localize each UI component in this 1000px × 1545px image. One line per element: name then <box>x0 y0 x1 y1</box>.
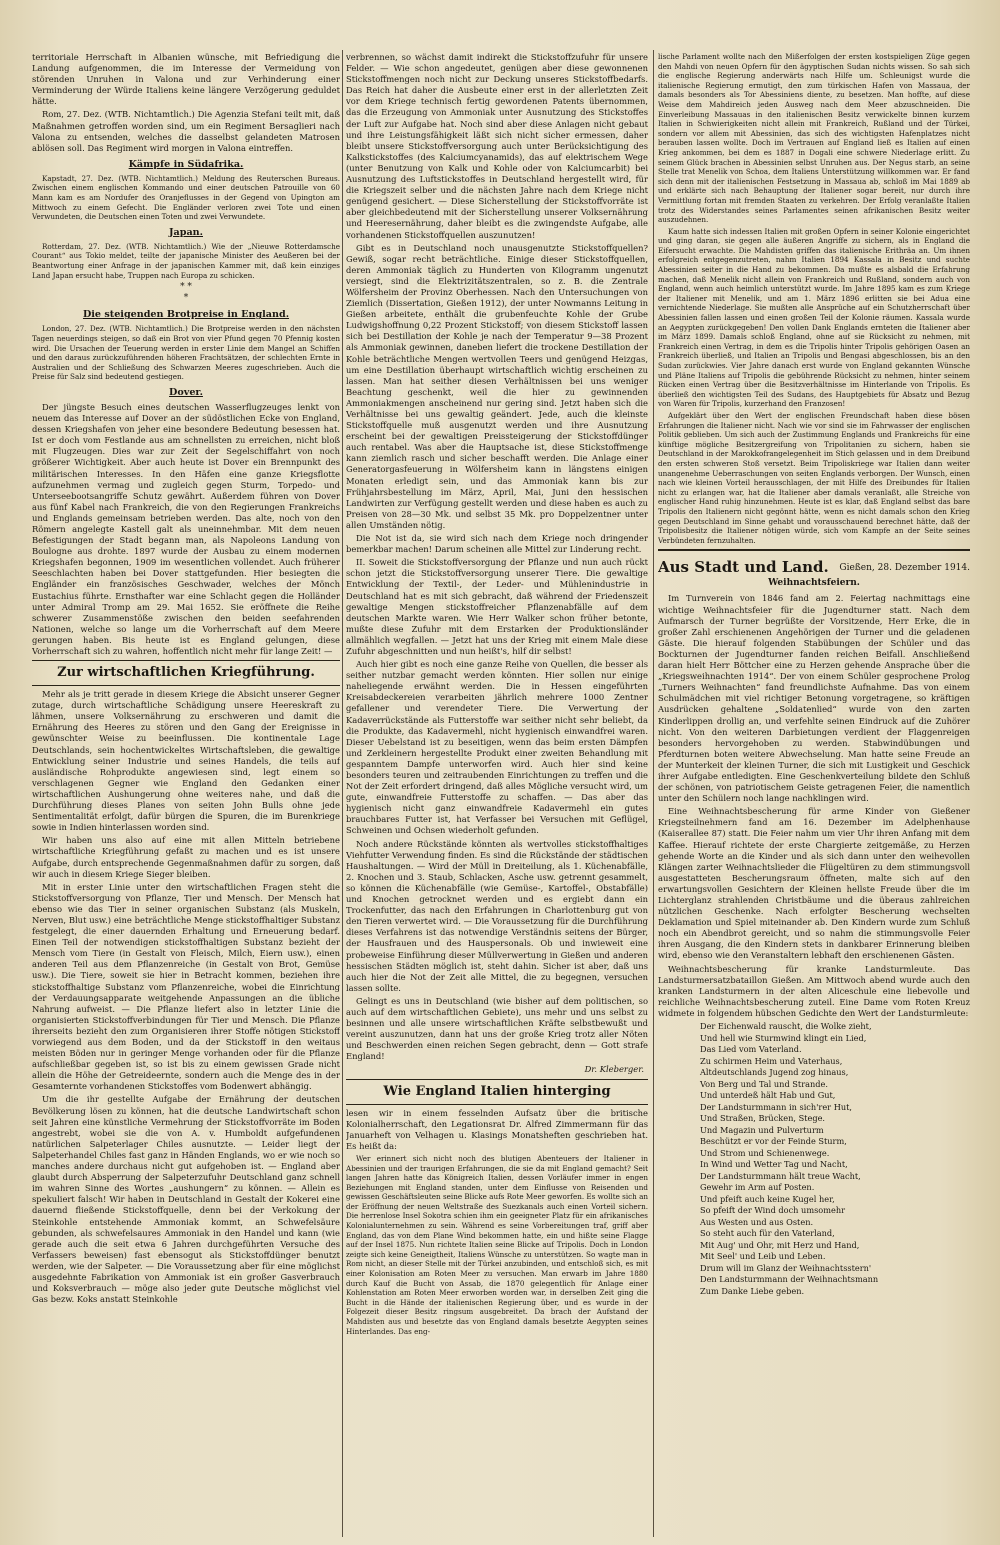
article-paragraph: Wir haben uns also auf eine mit allen Mitteln betriebene wirtschaftliche Kriegführung gefaßt zu machen und es ist unsere Aufgabe, durch entsprechende Gegenmaßnahmen dafür zu sorgen, daß wir auch in diesem Kriege Sieger bleiben. <box>32 835 340 879</box>
poem <box>700 1021 970 1297</box>
section-stars: * * * <box>180 282 192 304</box>
poem-line: Und unterdeß hält Hab und Gut, <box>700 1090 836 1101</box>
article-paragraph: London, 27. Dez. (WTB. Nichtamtlich.) Die Brotpreise werden in den nächsten Tagen neuerdings steigen, so daß ein Brot von vier Pfund gegen 70 Pfennig kosten wird. Die Ursachen der Teuerung werden in erster Linie dem Mangel an Schiffen und den daraus zurückzuführenden höheren Frachtsätzen, der schlechten Ernte in Australien und der Schließung des Schwarzen Meeres zugeschrieben. Auch die Preise für Salz sind bedeutend gestiegen. <box>32 324 340 382</box>
poem-line: Von Berg und Tal und Strande. <box>700 1078 828 1089</box>
poem-line: So steht auch für den Vaterland, <box>700 1228 835 1239</box>
article-paragraph: Gibt es in Deutschland noch unausgenutzte Stickstoffquellen? Gewiß, sogar recht beträchtliche. Einige dieser Stickstoffquellen, deren Ammoniak täglich zu Hunderten von Kilogramm ungenutzt versiegt, sind die Elektrizitätszentralen, so z. B. die Zentrale Wölfersheim der Provinz Oberhessen. Nach den Untersuchungen von Ziemlich (Dissertation, Gießen 1912), der unter Nowmanns Leitung in Gießen arbeitete, enthält die grubenfeuchte Kohle der Grube Ludwigshoffnung 0,22 Prozent Stickstoff; von diesem Stickstoff lassen sich bei Destillation der Kohle je nach der Temperatur 9—38 Prozent als Ammoniak gewinnen, daneben liefert die trockene Destillation der Kohle beträchtliche Mengen wertvollen Teers und genügend Heizgas, um eine Destillation überhaupt wirtschaftlich wichtig erscheinen zu lassen. Man hat seither diesen Verhältnissen bei uns weniger Beachtung geschenkt, weil die hier zu gewinnenden Ammoniakmengen anscheinend nur gering sind. Jetzt haben sich die Verhältnisse bei uns gewaltig geändert. Jede, auch die kleinste Stickstoffquelle muß ausgenutzt werden und ihre Ausnutzung erscheint bei der gewaltigen Preissteigerung der Stickstoffdünger auch rentabel. Was aber die Hauptsache ist, diese Stickstoffmenge kann ziemlich rasch und sicher beschafft werden. Die Anlage einer Generatorgasfeuerung in Wölfersheim kann in längstens einigen Monaten erledigt sein, und das Ammoniak kann bis zur Frühjahrsbestellung im März, April, Mai, Juni den hessischen Landwirten zur Verfügung gestellt werden und diese haben es auch zu Preisen von 28—30 Mk. und selbst 35 Mk. pro Doppelzentner unter allen Umständen nötig. <box>346 242 648 530</box>
headline-wirtschaftliche-kriegfuehrung: Zur wirtschaftlichen Kriegführung. <box>32 660 340 686</box>
subheading-weihnachtsfeiern: Weihnachtsfeiern. <box>768 578 860 589</box>
column-rule <box>653 50 654 1537</box>
article-paragraph: Weihnachtsbescherung für kranke Landsturmleute. Das Landsturmersatzbataillon Gießen. Am Mittwoch abend wurde auch den kranken Landsturmern in der alten Aliceschule eine liebevolle und reichliche Weihnachtsbescherung zuteil. Eine Dame vom Roten Kreuz widmete in folgendem hübschen Gedichte den Wert der Landsturmleute: <box>658 963 970 1018</box>
poem-line: Zu schirmen Heim und Vaterhaus, <box>700 1055 843 1066</box>
article-paragraph: verbrennen, so wächst damit indirekt die Stickstoffzufuhr für unsere Felder. — Wie schon angedeutet, genügen aber diese gewonnenen Stickstoffmengen noch nicht zur Deckung unseres Stickstoffbedarfs. Das Reich hat daher die Ausbeute einer erst in der allerletzten Zeit vor dem Kriege technisch fertig gewordenen Patents übernommen, das die Erzeugung von Ammoniak unter Ausnutzung des Stickstoffes der Luft zur Aufgabe hat. Noch sind aber diese Anlagen nicht gebaut und ihre Leistungsfähigkeit läßt sich nicht sicher ermessen, daher bleibt unsere Stickstoffversorgung auch unter Berücksichtigung des Kalkstickstoffes (des Kalciumcyanamids), das auf elektrischem Wege (unter Benutzung von Kalk und Kohle oder von Kalciumcarbit) bei Ausnutzung des Luftstickstoffes in Deutschland hergestellt wird, für die Kriegszeit selber und die nächsten Jahre nach dem Kriege nicht genügend gesichert. — Diese Sicherstellung der Stickstoffvorräte ist aber gleichbedeutend mit der Sicherstellung unserer Volksernährung und Heeresernährung, daher bleibt es die zwingendste Aufgabe, alle vorhandenen Stickstoffquellen auszunutzen! <box>346 52 648 240</box>
poem-line: Der Landsturmmann in sich'rer Hut, <box>700 1101 853 1112</box>
article-paragraph: lische Parlament wollte nach den Mißerfolgen der ersten kostspieligen Züge gegen den Mahdi von neuen Opfern für den ägyptischen Sudan nichts wissen. So sah sich die englische Regierung anderwärts nach Hilfe um. Schleunigst wurde die italienische Regierung ermutigt, den zum türkischen Hafen von Massaua, der damals besonders als Tor Abessiniens diente, zu besetzen. Man hoffte, auf diese Weise dem Mahdireich jeden Ausweg nach dem Meer abzuschneiden. Die Einverleibung Massauas in den italienischen Besitz verwickelte binnen kurzem Italien in Schwierigkeiten nicht allein mit Frankreich, Rußland und der Türkei, sondern vor allem mit Abessinien, das sich des wichtigsten Hafenplatzes nicht berauben lassen wollte. Doch im Vertrauen auf England ließ es Italien auf einen Krieg ankommen, bei dem es 1887 in Dogali eine schwere Niederlage erlitt. Zu seinem Glück brachen in Abessinien selbst Unruhen aus. Der Negus starb, an seine Stelle trat Menelik von Schoa, dem Italiens Unterstützung willkommen war. Er fand sich denn mit der italienischen Festsetzung in Massaua ab, schloß im Mai 1889 ab und erklärte sich nach Behauptung der Italiener sogar bereit, nur durch ihre Vermittlung fortan mit fremden Staaten zu verkehren. Der Erfolg veranlaßte Italien trotz des Widerstandes seines Parlamentes seinen afrikanischen Besitz weiter auszudehnen. <box>658 52 970 225</box>
article-paragraph: II. Soweit die Stickstoffversorgung der Pflanze und nun auch rückt schon jetzt die Stickstoffversorgung unserer Tiere. Die gewaltige Entwicklung der Textil-, der Leder- und Mühlenindustrie in Deutschland hat es mit sich gebracht, daß während der Friedenszeit gewaltige Mengen stickstoffreicher Pflanzenabfälle auf dem deutschen Markte waren. Wie Herr Walker schon früher betonte, mußte diese Zufuhr mit dem Erstarken der Produktionsländer allmählich wegfallen. — Jetzt hat uns der Krieg mit einem Male diese Zufuhr abgeschnitten und nun heißt's, hilf dir selbst! <box>346 557 648 656</box>
article-paragraph: Im Turnverein von 1846 fand am 2. Feiertag nachmittags eine wichtige Weihnachtsfeier für die Jugendturner statt. Nach dem Aufmarsch der Turner begrüßte der Vorsitzende, Herr Erke, die in großer Zahl erschienenen Angehörigen der Turner und die geladenen Gäste. Die hierauf folgenden Stabübungen der Schüler und das Bockturnen der Jugendturner fanden reichen Beifall. Anschließend daran hielt Herr Böttcher eine zu Herzen gehende Ansprache über die „Kriegsweihnachten 1914“. Der von einem Schüler gesprochene Prolog „Turners Weihnachten“ fand freundlichste Aufnahme. Das von einem Schulmädchen mit viel richtiger Betonung vorgetragene, so kräftigen Ausdrücken gehaltene „Soldatenlied“ wurde von den zarten Kinderlippen drollig an, und verfehlte seinen Eindruck auf die Zuhörer nicht. Von den weiteren Darbietungen verdient der Flaggenreigen besonders hervorgehoben zu werden. Stabwindübungen und Pferdturnen boten weitere Abwechselung. Man hatte seine Freude an der Munterkeit der kleinen Turner, die sich mit Lustigkeit und Geschick ihrer Aufgabe entledigten. Eine Geschenkverteilung bildete den Schluß der schönen, von patriotischem Geiste getragenen Feier, die namentlich unter den Schülern noch lange nachklingen wird. <box>658 593 970 804</box>
article-paragraph: Rom, 27. Dez. (WTB. Nichtamtlich.) Die Agenzia Stefani teilt mit, daß Maßnahmen getroffen worden sind, um ein Regiment Bersaglieri nach Valona zu entsenden, welches die dasselbst gelandeten Matrosen ablösen soll. Das Regiment wird morgen in Valona eintreffen. <box>32 109 340 153</box>
poem-line: Und Strom und Schienenwege. <box>700 1147 830 1158</box>
poem-line: Zum Danke Liebe geben. <box>700 1285 805 1296</box>
article-paragraph: Mehr als je tritt gerade in diesem Kriege die Absicht unserer Gegner zutage, durch wirtschaftliche Schädigung unsere Heereskraft zu lähmen, unsere Volksernährung zu erschweren und damit die Ernährung des Heeres zu stören und den Gang der Ereignisse in gewünschter Weise zu beeinflussen. Die kontinentale Lage Deutschlands, sein hochentwickeltes Wirtschaftsleben, die gewaltige Entwicklung seiner Industrie und seines Handels, die teils auf ausländische Rohprodukte angewiesen sind, legt einem so verschlagenen Gegner wie England den Gedanken einer wirtschaftlichen Aushungerung ohne weiteres nahe, und daß die Durchführung dieses Planes von seiten John Bulls ohne jede Sentimentalität erfolgt, dafür bürgen die Spuren, die im Burenkriege sowie in Indien hinterlassen worden sind. <box>32 689 340 833</box>
poem-line: Drum will im Glanz der Weihnachtsstern' <box>700 1262 872 1273</box>
poem-line: Der Eichenwald rauscht, die Wolke zieht, <box>700 1021 872 1032</box>
article-paragraph: Der jüngste Besuch eines deutschen Wasserflugzeuges lenkt von neuem das Interesse auf Dover an der südöstlichen Ecke von England, dessen Kriegshafen von jeher eine besondere Bedeutung besessen hat. Ist er doch vom Festlande aus am schnellsten zu erreichen, nicht bloß mit Flugzeugen. Dies war zur Zeit der Segelschiffahrt von noch größerer Wichtigkeit. Aber auch heute ist Dover ein Brennpunkt des militärischen Interesses. In den Häfen eine ganze Kriegsflotte aufzunehmen vermag und zugleich gegen Sturm, Torpedo- und Unterseebootsangriffe Schutz gewährt. Außerdem führen von Dover aus fünf Kabel nach Frankreich, die von den Regierungen Frankreichs und Englands gemeinsam betrieben werden. Das alte, noch von den Römern angelegte Kastell galt als uneinnehmbar. Mit dem neuen Befestigungen der Stadt begann man, als Napoleons Landung von Boulogne aus drohte. 1897 wurde der Ausbau zu einem modernen Kriegshafen begonnen, 1909 im wesentlichen vollendet. Auch früherer Seeschlachten haben bei Dover stattgefunden. Hier besiegten die Engländer ein französisches Geschwader, welches der Mönch Eustachius führte. Ernsthafter war eine Schlacht gegen die Holländer unter Admiral Tromp am 29. Mai 1652. Sie eröffnete die Reihe schwerer Zusammenstöße zwischen den beiden seefahrenden Nationen, welche so lange um die Vorherrschaft auf dem Meere gerungen haben. Bis heute ist es England gelungen, diese Vorherrschaft sich zu wahren, hoffentlich nicht mehr für lange Zeit! — <box>32 401 340 656</box>
poem-line: Gewehr im Arm auf Posten. <box>700 1182 815 1193</box>
poem-line: Altdeutschlands Jugend zog hinaus, <box>700 1067 849 1078</box>
poem-line: Und Magazin und Pulverturm <box>700 1124 824 1135</box>
article-paragraph: Um die ihr gestellte Aufgabe der Ernährung der deutschen Bevölkerung lösen zu können, hat die deutsche Landwirtschaft schon seit Jahren eine künstliche Vermehrung der Stickstoffvorräte im Boden angestrebt, wobei sie die von A. v. Humboldt aufgefundenen natürlichen Salpeterlager Chiles ausnutzte. — Leider liegt der Salpeterhandel Chiles fast ganz in Händen Englands, wo er wie noch so manches andere durchaus nicht gut aufgehoben ist. — England aber glaubt durch Absperrung der Salpeterzufuhr Deutschland ganz schnell im wahren Sinne des Wortes „aushungern“ zu können. — Allein es spekuliert falsch! Wir haben in Deutschland in Gestalt der Kokerei eine dauernd fließende Stickstoffquelle, denn bei der Verkokung der Steinkohle entstehende Ammoniak kommt, an Schwefelsäure gebunden, als schwefelsaures Ammoniak in den Handel und kann (wie gerade auch die seit etwa 6 Jahren durchgeführten Versuche des Verfassers beweisen) fast ebensogut als Stickstoffdünger benutzt werden, wie der Salpeter. — Die Voraussetzung aber für eine möglichst ausgedehnte Fabrikation von Ammoniak ist ein großer Gasverbrauch und Koksverbrauch — möge also jeder gute Deutsche möglichst viel Gas bezw. Koks anstatt Steinkohle <box>32 1094 340 1305</box>
article-paragraph: Aufgeklärt über den Wert der englischen Freundschaft haben diese bösen Erfahrungen die Italiener nicht. Nach wie vor sind sie im Fahrwasser der englischen Politik geblieben. Um sich auch der Zustimmung Englands und Frankreichs für eine künftige mögliche Besitzergreifung von Tripolitanien zu sichern, haben sie Deutschland in der Marokkofrangelegenheit im Stich gelassen und in dem Dreibund den ersten schweren Stoß versetzt. Beim Tripoliskriege war Italien dann weiter unangenehme Ueberraschungen von seiten Englands verborgen. Der Wunsch, einen nach wie kleinen Vorteil herausschlagen, der mit Hilfe des Dreibundes für Italien nicht zu erlangen war, hat die Italiener aber damals veranlaßt, alle Streiche von englischer Hand ruhig hinzunehmen. Heute ist es klar, daß England selbst das bare Tripolis den Italienern nicht gegönnt hätte, wenn es nicht damals schon den Krieg gegen Deutschland im Sinne gehabt und vorausschauend berechnet hätte, daß der Tripolisbesitz die Italiener nötigen würde, sich vom Kampfe an der Seite seines Verbündeten fernzuhalten. <box>658 410 970 545</box>
poem-line: Beschützt er vor der Feinde Sturm, <box>700 1136 847 1147</box>
poem-line: Der Landsturmmann hält treue Wacht, <box>700 1170 861 1181</box>
article-paragraph: Noch andere Rückstände könnten als wertvolles stickstoffhaltiges Viehfutter Verwendung finden. Es sind die Rückstände der städtischen Haushaltungen. — Wird der Müll in Dreiteilung, als 1. Küchenabfälle, 2. Knochen und 3. Staub, Schlacken, Asche usw. getrennt gesammelt, so können die Küchenabfälle (wie Gemüse-, Kartoffel-, Obstabfälle) und Knochen getrocknet werden und es ergiebt dann ein Trockenfutter, das nach den Erfahrungen in Charlottenburg gut von den Tieren verwertet wird. — Die Voraussetzung für die Durchführung dieses Verfahrens ist das notwendige Verständnis seitens der Bürger, der Hausfrauen und des Hauspersonals. Ob und inwieweit eine probeweise Einführung dieser Müllverwertung in Gießen und anderen hessischen Städten möglich ist, steht dahin. Sicher ist aber, daß uns auch hier die Not der Zeit alle Mittel, die zu begegnen, versuchen lassen sollte. <box>346 838 648 993</box>
article-paragraph: Kapstadt, 27. Dez. (WTB. Nichtamtlich.) Meldung des Reuterschen Bureaus. Zwischen einem englischen Kommando und einer deutschen Patrouille von 60 Mann kam es am Nordufer des Oranjeflusses in der Gegend von Upington am Mittwoch zu einem Gefecht. Die Engländer verloren zwei Tote und einen Verwundeten, die Deutschen einen Toten und zwei Verwundete. <box>32 173 340 222</box>
article-paragraph: territoriale Herrschaft in Albanien wünsche, mit Befriedigung die Landung aufgenommen, die im Interesse der Vermeidung von störenden Unruhen in Valona und zur Verhinderung einer Verminderung der Würde Italiens keine längere Verzögerung geduldet hätte. <box>32 52 340 107</box>
poem-line: Aus Westen und aus Osten. <box>700 1216 814 1227</box>
column-3 <box>658 52 970 1535</box>
article-paragraph: Gelingt es uns in Deutschland (wie bisher auf dem politischen, so auch auf dem wirtschaftlichen Gebiete), uns mehr und uns selbst zu besinnen und alle unsere wirtschaftlichen Kräfte selbstbewußt und vereint auszunutzen, dann hat uns der große Krieg trotz aller Nöten und Beschwerden einen reichen Segen gebracht, denn — Gott strafe England! <box>346 995 648 1062</box>
headline-dover: Dover. <box>169 386 203 398</box>
dateline: Gießen, 28. Dezember 1914. <box>839 563 970 574</box>
article-paragraph: Die Not ist da, sie wird sich nach dem Kriege noch dringender bemerkbar machen! Darum scheinen alle Mittel zur Linderung recht. <box>346 533 648 555</box>
column-rule <box>342 50 343 1537</box>
headline-japan: Japan. <box>169 226 203 238</box>
article-paragraph: Wer erinnert sich nicht noch des blutigen Abenteuers der Italiener in Abessinien und der traurigen Erfahrungen, die sie da mit England gemacht? Seit langen Jahren hatte das Königreich Italien, dessen Vorläufer immer in engen Beziehungen mit England standen, unter dem Einflusse von Reisenden und gewissen Geschäftsleuten seine Blicke aufs Rote Meer geworfen. Es wollte sich an der Eröffnung der neuen Weltstraße des Suezkanals auch einen Vorteil sichern. Die herrenlose Insel Sokotra schien ihm ein geeigneter Platz für ein afrikanisches Kolonialunternehmen zu sein. Während es seine Vorbereitungen traf, griff aber England, das von dem Plane Wind bekommen hatte, ein und hißte seine Flagge auf der Insel 1875. Nun richtete Italien seine Blicke auf Tripolis. Doch in London zeigte sich keine Geneigtheit, Italiens Wünsche zu unterstützen. So wagte man in Rom nicht, an dieser Stelle mit der Türkei anzubinden, und entschloß sich, es mit einer Kolonisation am Roten Meer zu versuchen. Man erwarb im Jahre 1880 durch Kauf die Bucht von Assab, die 1870 gelegentlich für Anlage einer Kohlenstation am Roten Meer erworben worden war, in derselben Zeit ging die Bucht in die Hände der italienischen Regierung über, und es wurde in der Folgezeit dieser Besitz ringsum ausgebreitet. Da brach der Aufstand der Mahdisten aus und besetzte das von England damals besetzte Aegypten seines Hinterlandes. Das eng- <box>346 1153 648 1336</box>
poem-line: In Wind und Wetter Tag und Nacht, <box>700 1159 848 1170</box>
poem-line: Und pfeift auch keine Kugel her, <box>700 1193 835 1204</box>
poem-line: Das Lied vom Vaterland. <box>700 1044 802 1055</box>
poem-line: Mit Aug' und Ohr, mit Herz und Hand, <box>700 1239 860 1250</box>
poem-line: Und hell wie Sturmwind klingt ein Lied, <box>700 1032 867 1043</box>
poem-line: Mit Seel' und Leib und Leben. <box>700 1251 826 1262</box>
article-paragraph: Mit in erster Linie unter den wirtschaftlichen Fragen steht die Stickstoffversorgung von Pflanze, Tier und Mensch. Der Mensch hat ebenso wie das Tier in seiner organischen Substanz (als Muskeln, Nerven, Blut usw.) eine beträchtliche Menge stickstoffhaltiger Substanz festgelegt, die einer dauernden Erhaltung und Erneuerung bedarf. Einen Teil der notwendigen stickstoffhaltigen Substanz bezieht der Mensch vom Tiere (in Gestalt von Fleisch, Milch, Eiern usw.), einen anderen Teil aus dem Pflanzenreiche (in Gestalt von Brot, Gemüse usw.). Die Tiere, soweit sie hier in Betracht kommen, beziehen ihre stickstoffhaltige Substanz vom Pflanzenreiche, wobei die Einrichtung der Verdauungsapparate weitgehende Anpassungen an die übliche Nahrung aufweist. — Die Pflanze liefert also in letzter Linie die organisierten Stickstoffverbindungen für Tier und Mensch. Die Pflanze ihrerseits bezieht den zum Organisieren ihrer Stoffe nötigen Stickstoff vorwiegend aus dem Boden, und da der Stickstoff in den weitaus meisten Böden nur in geringer Menge vorhanden oder für die Pflanze aufschließbar gegeben ist, so ist bis zu einem gewissen Grade nicht allein die Höhe der Getreideernte, sondern auch die Menge des in der Gesamternte vorhandenen Stickstoffes vom Bodenwert abhängig. <box>32 881 340 1092</box>
author-signature: Dr. Kleberger. <box>584 1064 644 1075</box>
poem-line: Den Landsturmmann der Weihnachtsmann <box>700 1274 879 1285</box>
poem-line: Und Straßen, Brücken, Stege. <box>700 1113 826 1124</box>
article-paragraph: Rotterdam, 27. Dez. (WTB. Nichtamtlich.) Wie der „Nieuwe Rotterdamsche Courant“ aus Tokio meldet, teilte der japanische Minister des Aeußeren bei der Beantwortung einer Anfrage in der japanischen Kammer mit, daß kein einziges Land Japan ersucht habe, Truppen nach Europa zu schicken. <box>32 241 340 280</box>
section-heading-stadt-land: Aus Stadt und Land. <box>658 549 970 577</box>
article-paragraph: Auch hier gibt es noch eine ganze Reihe von Quellen, die besser als seither nutzbar gemacht werden könnten. Hier sollen nur einige naheliegende erwähnt werden. Die in Hessen eingeführten Kreisabdeckereien verarbeiten jährlich mehrere 1000 Zentner gefallener und verendeter Tiere. Die Verwertung der Kadaverrückstände als Futterstoffe war seither nicht sehr beliebt, da die Produkte, das Kadavermehl, nicht hygienisch einwandfrei waren. Dieser Uebelstand ist zu beseitigen, wenn das beim ersten Dämpfen und Zerkleinern hergestellte Produkt einer zweiten Behandlung mit gespanntem Dampfe unterworfen wird. Auch hier sind keine besonders teuren und zeitraubenden Einrichtungen zu treffen und die Not der Zeit erfordert dringend, daß alles Mögliche versucht wird, um gute, einwandfreie Futterstoffe zu schaffen. — Das aber das hygienisch nicht ganz einwandfreie Kadavermehl ein gutes brauchbares Futter ist, hat Verfasser bei Versuchen mit Geflügel, Schweinen und Ochsen wiederholt gefunden. <box>346 659 648 836</box>
article-paragraph: Kaum hatte sich indessen Italien mit großen Opfern in seiner Kolonie eingerichtet und ging daran, sie gegen alle äußeren Angriffe zu sichern, als in England die Eifersucht erwachte. Die Mahdisten griffen das italienische Erithräa an. Um ihnen erfolgreich entgegenzutreten, nahm Italien 1894 Kassala in Besitz und suchte Abessinien seiter in die Hand zu bekommen. Da mußte es alsbald die Erfahrung machen, daß Menelik nicht allein von Frankreich und Rußland, sondern auch von England, wenn auch heimlich unterstützt wurde. Im Jahre 1895 kam es zum Kriege der Italiener mit Menelik, und am 1. März 1896 erlitten sie bei Adua eine vernichtende Niederlage. Sie mußten alle Ansprüche auf ein Schutzherrschaft über Abessinien fallen lassen und einen großen Teil der Kolonie räumen. Kassala wurde an Aegypten zurückgegeben! Den vollen Dank Englands ernteten die Italiener aber im März 1899. Damals schloß England, ohne auf sie Rücksicht zu nehmen, mit Frankreich einen Vertrag, in dem es die Tripolis hinter Tripolis gehörigen Oasen an Frankreich überließ, und Italien an Tripolis und Bengasi abgeschlossen, bis an den Sudan zurückwies. Vier Jahre danach erst wurde von England gekannten Wünsche und Pläne Italiens auf Tripolis die gebührende Rücksicht zu nehmen, hinter seinem Rücken einen Vertrag über die Besitzverhältnisse im Hinterlande von Tripolis. Es überließ den wichtigsten Teil des Sudans, des Hauptgebiets für Absatz und Bezug von Waren für Tripolis, kurzerhand den Franzosen! <box>658 226 970 409</box>
headline-brotpreise: Die steigenden Brotpreise in England. <box>82 309 290 321</box>
headline-kaempfe: Kämpfe in Südafrika. <box>128 158 244 170</box>
column-1 <box>32 52 340 1535</box>
article-paragraph: Eine Weihnachtsbescherung für arme Kinder von Gießener Kriegsteilnehmern fand am 16. Dezember im Adelphenhause (Kaiserallee 87) statt. Die Feier nahm um vier Uhr ihren Anfang mit dem Kaffee. Hierauf richtete der erste Chargierte zeitgemäße, zu Herzen gehende Worte an die Kinder und als sich dann unter den weihevollen Klängen zarter Weihnachtslieder die Flügeltüren zu dem stimmungsvoll ausgestatteten Bescherungsraum öffneten, malte sich auf den erwartungsvollen Gesichtern der Kleinen hellste Freude über die im Lichterglanz strahlenden Christbäume und die überaus zahlreichen nützlichen Geschenke. Nach erfolgter Bescherung wechselten Deklamation und Spiel miteinander ab. Den Kindern wurde zum Schluß noch ein Abendbrot gereicht, und so nahm die stimmungsvolle Feier ihren Ausgang, die den Kindern stets in dankbarer Erinnerung bleiben wird, ebenso wie den Veranstaltern lebhaft den erschienenen Gästen. <box>658 806 970 961</box>
article-paragraph: lesen wir in einem fesselnden Aufsatz über die britische Kolonialherrschaft, den Legationsrat Dr. Alfred Zimmermann für das Januarheft von Velhagen u. Klasings Monatsheften geschrieben hat. Es heißt da: <box>346 1107 648 1151</box>
headline-england-italien: Wie England Italien hinterging <box>346 1079 648 1105</box>
poem-line: So pfeift der Wind doch umsomehr <box>700 1205 846 1216</box>
column-2 <box>346 52 648 1535</box>
